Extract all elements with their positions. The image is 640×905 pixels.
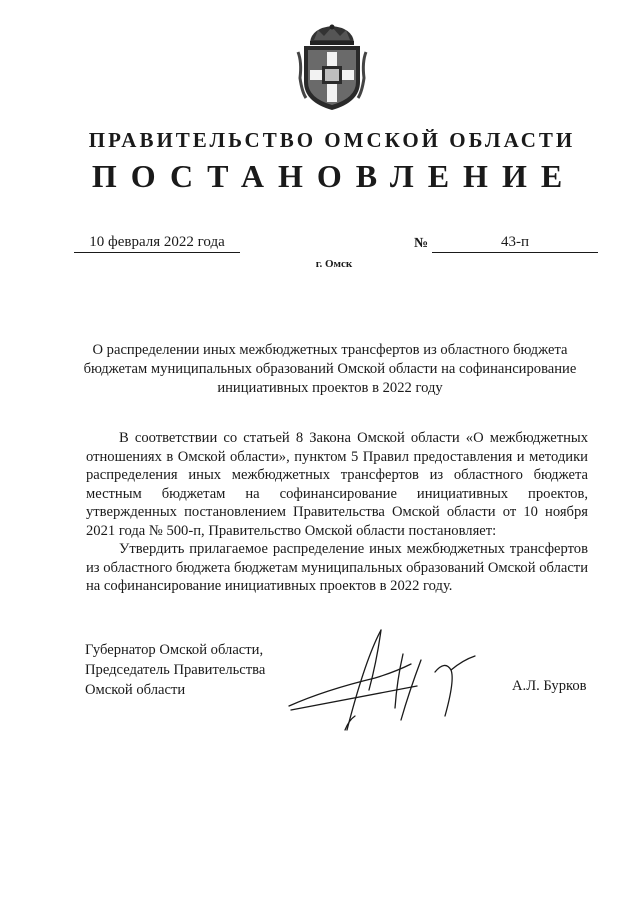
city-label: г. Омск xyxy=(315,258,353,270)
document-type-title: ПОСТАНОВЛЕНИЕ xyxy=(91,158,577,194)
signer-position-line: Омской области xyxy=(85,682,186,698)
document-date: 10 февраля 2022 года xyxy=(74,234,240,253)
document-number: 43-п xyxy=(432,234,598,253)
signature-icon xyxy=(285,620,495,740)
document-subject: О распределении иных межбюджетных трансфертов из областного бюджета бюджетам муниципальных образований Омской области на софинансирование инициативных проектов в 2022 году xyxy=(83,342,577,396)
signer-position-line: Губернатор Омской области, xyxy=(85,642,264,658)
coat-of-arms-icon xyxy=(296,22,368,112)
signer-position-line: Председатель Правительства xyxy=(85,662,266,678)
government-title: ПРАВИТЕЛЬСТВО ОМСКОЙ ОБЛАСТИ xyxy=(88,128,576,152)
number-sign: № xyxy=(414,236,429,251)
document-body xyxy=(86,429,588,596)
signer-name: А.Л. Бурков xyxy=(512,678,587,694)
body-paragraph: В соответствии со статьей 8 Закона Омской области «О межбюджетных отношениях в Омской области», пунктом 5 Правил предоставления и методики распределения иных межбюджетных трансфертов из областного бюджета местным бюджетам на софинансирование инициативных проектов, утвержденных постановлением Правительства Омской области от 10 ноября 2021 года № 500-п, Правительство Омской области постановляет: xyxy=(86,430,588,539)
body-paragraph: Утвердить прилагаемое распределение иных межбюджетных трансфертов из областного бюджета бюджетам муниципальных образований Омской области на софинансирование инициативных проектов в 2022 году. xyxy=(86,541,588,594)
